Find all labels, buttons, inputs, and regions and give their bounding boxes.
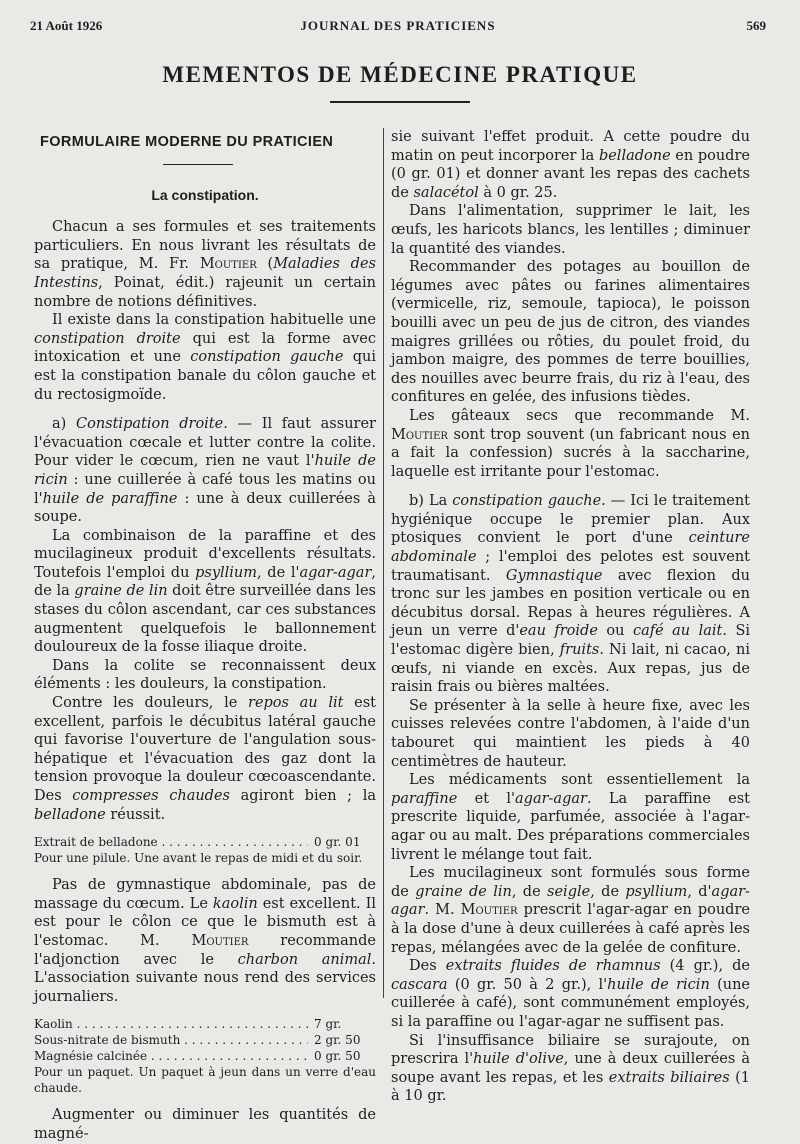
prescription-note: Pour une pilule. Une avant le repas de midi et du soir. (34, 851, 363, 866)
prescription-line: Magnésie calcinée . . . 0 gr. 50 (34, 1048, 376, 1064)
page-title: MEMENTOS DE MÉDECINE PRATIQUE (162, 62, 638, 87)
paragraph: Dans l'alimentation, supprimer le lait, les œufs, les haricots blancs, les lentilles ; diminuer la quantité des viandes. (391, 203, 750, 257)
prescription-block (34, 1016, 376, 1096)
running-header (30, 18, 766, 38)
page-number: 569 (746, 18, 766, 33)
paragraph: Les mucilagineux sont formulés sous forme de graine de lin, de seigle, de psyllium, d'agar-agar. M. Moutier prescrit l'agar-agar en poudre à la dose d'une à deux cuillerées à café après les repas, mélangées avec de la gelée de confiture. (391, 865, 750, 956)
prescription-note: Pour un paquet. Un paquet à jeun dans un verre d'eau chaude. (34, 1065, 376, 1096)
prescription-block (34, 834, 376, 866)
paragraph: Les gâteaux secs que recommande M. Moutier sont trop souvent (un fabricant nous en a fait la confession) sucrés à la saccharine, laquelle est irritante pour l'estomac. (391, 407, 750, 480)
paragraph: Contre les douleurs, le repos au lit est excellent, parfois le décubitus latéral gauche qui favorise l'ouverture de l'angulation sous-hépatique et l'évacuation des gaz dont la tension provoque la douleur cœcoascendante. Des compresses chaudes agiront bien ; la belladone réussit. (34, 695, 376, 823)
paragraph: Augmenter ou diminuer les quantités de magné- (34, 1107, 376, 1142)
paragraph: sie suivant l'effet produit. A cette poudre du matin on peut incorporer la belladone en poudre (0 gr. 01) et donner avant les repas des cachets de salacétol à 0 gr. 25. (391, 129, 750, 201)
paragraph: Chacun a ses formules et ses traitements particuliers. En nous livrant les résultats de sa pratique, M. Fr. Moutier (Maladies des Intestins, Poinat, édit.) rajeunit un certain nombre de notions définitives. (34, 219, 376, 310)
left-column (34, 128, 376, 1144)
issue-date: 21 Août 1926 (30, 18, 103, 33)
section-title: FORMULAIRE MODERNE DU PRATICIEN (40, 134, 334, 150)
paragraph: Les médicaments sont essentiellement la paraffine et l'agar-agar. La paraffine est prescrite liquide, parfumée, associée à l'agar-agar ou au malt. Des préparations commerciales livrent le mélange tout fait. (391, 772, 751, 863)
prescription-line: Kaolin . . . 7 gr. (34, 1016, 376, 1032)
section-rule (163, 164, 233, 165)
paragraph: b) La constipation gauche. — Ici le traitement hygiénique occupe le premier plan. Aux ptosiques convient le port d'une ceinture abdominale ; l'emploi des pelotes est souvent traumatisant. Gymnastique avec flexion du tronc sur les jambes en position verticale ou en décubitus dorsal. Repas à heures régulières. A jeun un verre d'eau froide ou café au lait. Si l'estomac digère bien, fruits. Ni lait, ni cacao, ni œufs, ni viande en excès. Aux repas, jus de raisin frais ou bières maltées. (391, 493, 751, 696)
paragraph: Si l'insuffisance biliaire se surajoute, on prescrira l'huile d'olive, une à deux cuillerées à soupe avant les repas, et les extraits biliaires (1 à 10 gr. (391, 1032, 750, 1105)
paragraph: Des extraits fluides de rhamnus (4 gr.), de cascara (0 gr. 50 à 2 gr.), l'huile de ricin (une cuillerée à café), sont communément employés, si la paraffine ou l'agar-agar ne suffisent pas. (391, 958, 750, 1030)
journal-name: JOURNAL DES PRATICIENS (300, 18, 496, 33)
prescription-line: Extrait de belladone . . . 0 gr. 01 (34, 834, 376, 850)
column-divider (383, 128, 384, 998)
paragraph: La combinaison de la paraffine et des mucilagineux produit d'excellents résultats. Toutefois l'emploi du psyllium, de l'agar-agar, de la graine de lin doit être surveillée dans les stases du côlon ascendant, car ces substances augmentent quelquefois le ballonnement douloureux de la fosse iliaque droite. (34, 527, 376, 656)
paragraph: Recommander des potages au bouillon de légumes avec pâtes ou farines alimentaires (vermicelle, riz, semoule, tapioca), le poisson bouilli avec un peu de jus de citron, des viandes maigres grillées ou rôties, du poulet froid, du jambon maigre, des pommes de terre bouillies, des nouilles avec beurre frais, du riz à l'eau, des confitures en gelée, des infusions tièdes. (391, 259, 750, 406)
article-title: La constipation. (151, 186, 259, 203)
title-rule (330, 101, 470, 103)
paragraph: Dans la colite se reconnaissent deux éléments : les douleurs, la constipation. (34, 657, 376, 693)
paragraph: Il existe dans la constipation habituelle une constipation droite qui est la forme avec intoxication et une constipation gauche qui est la constipation banale du côlon gauche et du rectosigmoïde. (34, 312, 376, 403)
right-column (391, 128, 750, 1106)
paragraph: Pas de gymnastique abdominale, pas de massage du cœcum. Le kaolin est excellent. Il est pour le côlon ce que le bismuth est à l'estomac. M. Moutier recommande l'adjonction avec le charbon animal. L'association suivante nous rend des services journaliers. (34, 877, 376, 1005)
paragraph: a) Constipation droite. — Il faut assurer l'évacuation cœcale et lutter contre la colite. Pour vider le cœcum, rien ne vaut l'huile de ricin : une cuillerée à café tous les matins ou l'huile de paraffine : une à deux cuillerées à soupe. (34, 416, 376, 526)
prescription-line: Sous-nitrate de bismuth . . . 2 gr. 50 (34, 1032, 376, 1048)
paragraph: Se présenter à la selle à heure fixe, avec les cuisses relevées contre l'abdomen, à l'aide d'un tabouret qui maintient les pieds à 40 centimètres de hauteur. (391, 697, 750, 770)
